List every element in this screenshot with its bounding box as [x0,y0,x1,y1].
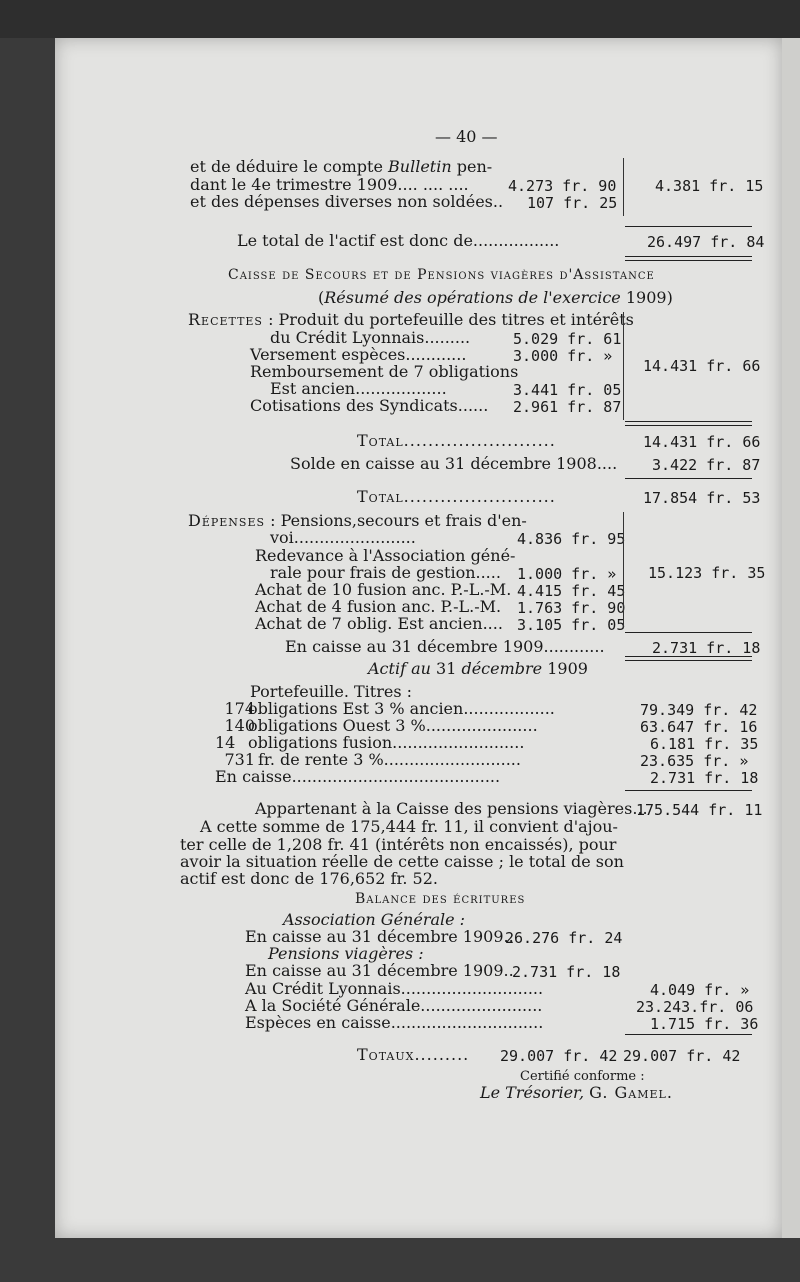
recettes-line-2: du Crédit Lyonnais......... [270,328,471,347]
double-rule [625,421,752,426]
recettes-line-1 [188,311,634,329]
depenses-text: : Pensions,secours et frais d'en- [270,511,527,530]
paragraph-line: avoir la situation réelle de cette caisse ; le total de son [180,852,624,871]
pf-label: obligations Ouest 3 %...................... [248,716,538,735]
paragraph-line: actif est donc de 176,652 fr. 52. [180,869,438,888]
pf-amount: 79.349 fr. 42 [640,701,758,719]
appartenant-amount: 175.544 fr. 11 [636,801,763,819]
tresorier-label: Le Trésorier, [480,1083,585,1102]
recettes-text: : Produit du portefeuille des titres et intérêts [268,310,634,329]
recettes-head: Recettes [188,310,263,329]
paragraph-line: A cette somme de 175,444 fr. 11, il convient d'ajou- [200,817,618,836]
balance-row-label: Espèces en caisse.............................. [245,1013,544,1032]
page-edge [782,38,800,1238]
total-1-label: Total......................... [357,431,556,450]
totaux-right: 29.007 fr. 42 [623,1047,741,1065]
intro-line-1 [190,158,492,176]
pf-label: obligations Est 3 % ancien.................. [248,699,555,718]
total-actif-amount: 26.497 fr. 84 [647,233,765,251]
depenses-amount-5: 3.105 fr. 05 [517,616,626,634]
depenses-line-3: Redevance à l'Association géné- [255,546,516,565]
depenses-amount-2: 1.000 fr. » [517,565,617,583]
caisse-subtitle: (Résumé des opérations de l'exercice 1909) [318,288,673,307]
recettes-line-6: Cotisations des Syndicats...... [250,396,489,415]
scan-background [0,0,800,38]
pf-qty: 140 [224,716,255,735]
assoc-label: En caisse au 31 décembre 1909.. [245,927,514,946]
bulletin-italic: Bulletin [388,157,452,176]
pf-amount: 2.731 fr. 18 [650,769,759,787]
recettes-amount-4: 2.961 fr. 87 [513,398,622,416]
depenses-line-7: Achat de 7 oblig. Est ancien.... [255,614,503,633]
depenses-line-2: voi........................ [270,528,416,547]
paragraph-line: ter celle de 1,208 fr. 41 (intérêts non encaissés), pour [180,835,617,854]
en-caisse-amount: 2.731 fr. 18 [652,639,761,657]
depenses-amount-4: 1.763 fr. 90 [517,599,626,617]
appartenant-label: Appartenant à la Caisse des pensions viagères... [255,799,648,818]
intro-line-2: dant le 4e trimestre 1909.... .... .... [190,175,469,194]
actif-italic: Actif au [368,659,431,678]
pens-amount: 2.731 fr. 18 [512,963,621,981]
subtitle-italic: Résumé des opérations de l'exercice [324,288,621,307]
rule [625,1034,752,1035]
caisse-title: Caisse de Secours et de Pensions viagères d'Assistance [228,267,655,283]
pf-amount: 23.635 fr. » [640,752,749,770]
pf-label: En caisse......................................... [215,767,501,786]
portefeuille-head: Portefeuille. Titres : [250,682,413,701]
depenses-head: Dépenses [188,511,266,530]
totaux-left: 29.007 fr. 42 [500,1047,618,1065]
rule [625,478,752,479]
pens-label: En caisse au 31 décembre 1909.. [245,961,514,980]
page-number: — 40 — [435,127,498,146]
en-caisse-label: En caisse au 31 décembre 1909............ [285,637,605,656]
assoc-head: Association Générale : [283,910,466,929]
depenses-amount-3: 4.415 fr. 45 [517,582,626,600]
brace [623,158,624,216]
balance-row-amount: 1.715 fr. 36 [650,1015,759,1033]
pf-amount: 63.647 fr. 16 [640,718,758,736]
pf-qty: 731 [224,750,255,769]
pf-qty: 174 [224,699,255,718]
rule [625,632,752,633]
tresorier-name: G. Gamel. [589,1083,673,1102]
recettes-line-3: Versement espèces............ [250,345,467,364]
assoc-amount: 26.276 fr. 24 [505,929,623,947]
balance-title: Balance des écritures [355,891,526,907]
total-2-label: Total......................... [357,487,556,506]
pf-label: fr. de rente 3 %........................... [258,750,521,769]
rule [625,226,752,227]
intro-line-3: et des dépenses diverses non soldées.. [190,192,504,211]
depenses-sum: 15.123 fr. 35 [648,564,766,582]
intro-sum: 4.381 fr. 15 [655,177,764,195]
double-rule [625,256,752,261]
depenses-line-6: Achat de 4 fusion anc. P.-L.-M. [255,597,502,616]
pens-head: Pensions viagères : [268,944,424,963]
balance-row-amount: 4.049 fr. » [650,981,750,999]
actif-month: décembre [461,659,543,678]
recettes-amount-2: 3.000 fr. » [513,347,613,365]
intro-amount-1: 4.273 fr. 90 [508,177,617,195]
recettes-sum: 14.431 fr. 66 [643,357,761,375]
depenses-amount-1: 4.836 fr. 95 [517,530,626,548]
total-1-amount: 14.431 fr. 66 [643,433,761,451]
pf-qty: 14 [215,733,236,752]
balance-row-label: Au Crédit Lyonnais............................ [245,979,544,998]
rule [625,790,752,791]
balance-row-label: A la Société Générale........................ [245,996,543,1015]
recettes-amount-1: 5.029 fr. 61 [513,330,622,348]
recettes-line-5: Est ancien.................. [270,379,447,398]
solde-amount: 3.422 fr. 87 [652,456,761,474]
pf-amount: 6.181 fr. 35 [650,735,759,753]
pf-label: obligations fusion.......................... [248,733,525,752]
subtitle-year: 1909) [625,288,673,307]
depenses-line-4: rale pour frais de gestion..... [270,563,501,582]
signature [480,1084,673,1102]
total-2-amount: 17.854 fr. 53 [643,489,761,507]
actif-year: 1909 [547,659,588,678]
totaux-label: Totaux......... [357,1045,470,1064]
brace [623,512,624,628]
certifie-conforme: Certifié conforme : [520,1069,645,1084]
solde-label: Solde en caisse au 31 décembre 1908.... [290,454,618,473]
recettes-line-4: Remboursement de 7 obligations [250,362,519,381]
depenses-line-5: Achat de 10 fusion anc. P.-L.-M. [255,580,512,599]
balance-row-amount: 23.243.fr. 06 [636,998,754,1016]
total-actif-label: Le total de l'actif est donc de................. [237,231,560,250]
double-rule [625,656,752,661]
intro-text-end: pen- [451,157,493,176]
actif-title [368,660,588,678]
actif-day: 31 [436,659,457,678]
intro-amount-2: 107 fr. 25 [527,194,618,212]
recettes-amount-3: 3.441 fr. 05 [513,381,622,399]
intro-text: et de déduire le compte [190,157,389,176]
brace [623,312,624,420]
